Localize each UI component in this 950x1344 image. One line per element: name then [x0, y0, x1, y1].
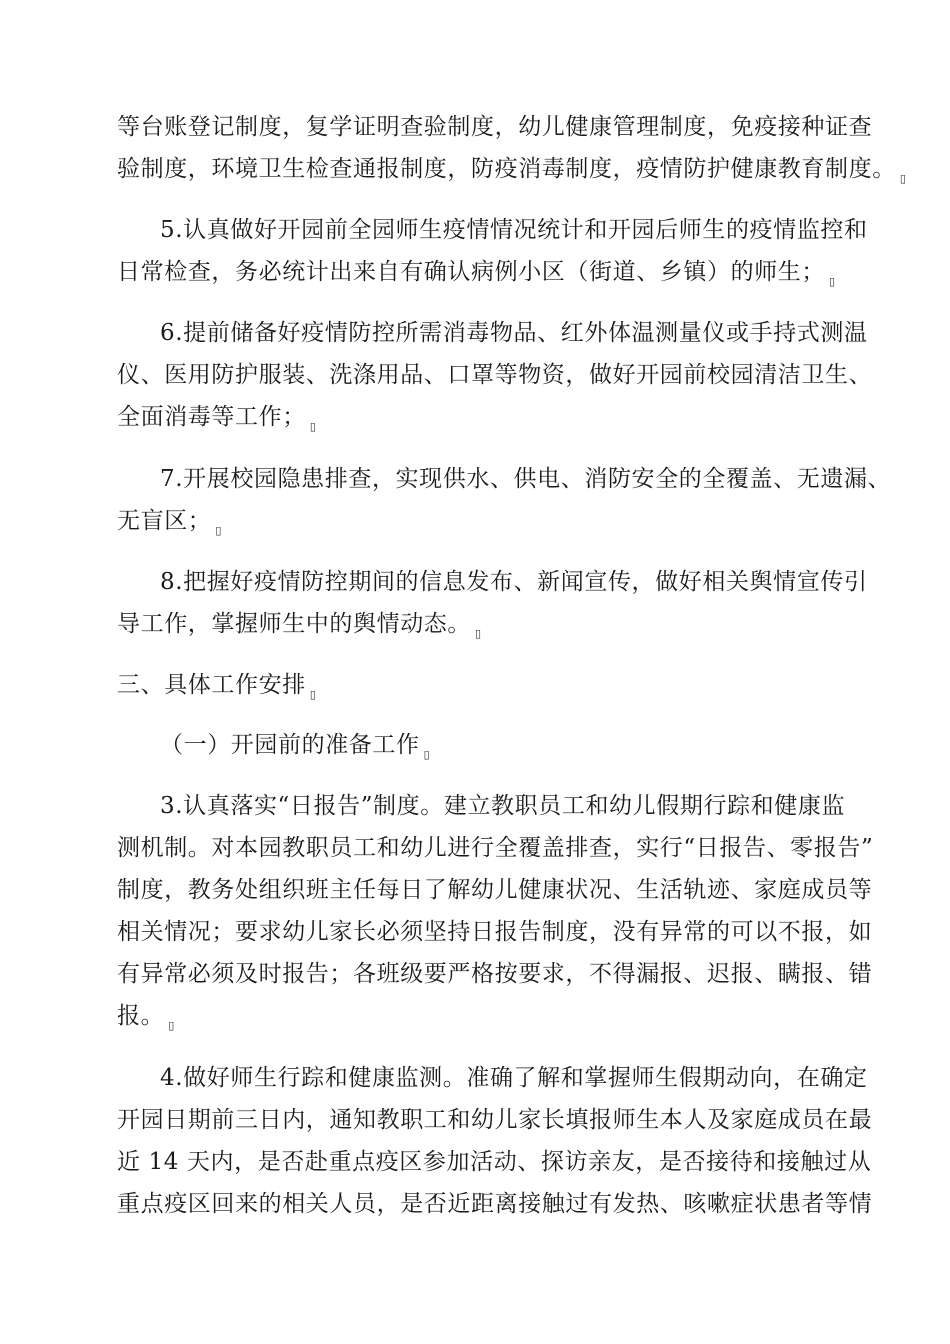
line-text: 4.做好师生行踪和健康监测。准确了解和掌握师生假期动向，在确定 [160, 1065, 868, 1091]
text-line [160, 219, 868, 242]
line-text: 重点疫区回来的相关人员，是否近距离接触过有发热、咳嗽症状患者等情 [117, 1191, 873, 1217]
text-line [117, 261, 836, 287]
text-line [117, 510, 222, 536]
line-text: 无盲区； [117, 508, 212, 534]
text-line [117, 406, 316, 432]
paragraph-mark-icon: ▯ [423, 748, 431, 761]
text-line [117, 116, 872, 139]
line-text: 仪、医用防护服装、洗涤用品、口罩等物资，做好开园前校园清洁卫生、 [117, 362, 873, 388]
text-line [160, 322, 868, 345]
line-text: 三、具体工作安排 [117, 672, 306, 698]
paragraph-mark-icon: ▯ [309, 688, 317, 701]
text-line [117, 921, 872, 944]
line-text: 有异常必须及时报告；各班级要严格按要求，不得漏报、迟报、瞒报、错 [117, 961, 873, 987]
text-line [117, 1151, 871, 1174]
line-text: 7.开展校园隐患排查，实现供水、供电、消防安全的全覆盖、无遗漏、 [160, 466, 892, 492]
paragraph-mark-icon: ▯ [899, 172, 907, 185]
text-line [160, 795, 845, 818]
text-line [117, 963, 872, 986]
text-line [117, 158, 906, 184]
line-text: 制度，教务处组织班主任每日了解幼儿健康状况、生活轨迹、家庭成员等 [117, 877, 873, 903]
line-text: （一）开园前的准备工作 [160, 732, 420, 758]
paragraph-mark-icon: ▯ [309, 420, 317, 433]
text-line [117, 879, 872, 902]
line-text: 相关情况；要求幼儿家长必须坚持日报告制度，没有异常的可以不报，如 [117, 919, 873, 945]
line-text: 近 14 天内，是否赴重点疫区参加活动、探访亲友，是否接待和接触过从 [117, 1149, 872, 1175]
text-line [117, 364, 872, 387]
text-line [117, 1109, 872, 1132]
subsection-heading [160, 734, 430, 760]
paragraph-mark-icon: ▯ [168, 1019, 175, 1032]
text-line [160, 571, 868, 594]
paragraph-mark-icon: ▯ [475, 627, 482, 640]
line-text: 6.提前储备好疫情防控所需消毒物品、红外体温测量仪或手持式测温 [160, 320, 868, 346]
text-line [117, 1005, 175, 1031]
text-line [117, 613, 482, 639]
line-text: 日常检查，务必统计出来自有确认病例小区（街道、乡镇）的师生； [117, 259, 825, 285]
line-text: 全面消毒等工作； [117, 404, 306, 430]
line-text: 导工作，掌握师生中的舆情动态。 [117, 611, 471, 637]
line-text: 8.把握好疫情防控期间的信息发布、新闻宣传，做好相关舆情宣传引 [160, 569, 868, 595]
text-line [117, 837, 873, 860]
line-text: 5.认真做好开园前全园师生疫情情况统计和开园后师生的疫情监控和 [160, 217, 868, 243]
line-text: 开园日期前三日内，通知教职工和幼儿家长填报师生本人及家庭成员在最 [117, 1107, 873, 1133]
line-text: 等台账登记制度，复学证明查验制度，幼儿健康管理制度，免疫接种证查 [117, 114, 873, 140]
text-line [160, 468, 891, 491]
line-text: 3.认真落实“日报告”制度。建立教职员工和幼儿假期行踪和健康监 [160, 793, 846, 819]
paragraph-mark-icon: ▯ [829, 275, 836, 288]
text-line [117, 1193, 872, 1216]
text-line [160, 1067, 868, 1090]
paragraph-mark-icon: ▯ [215, 524, 223, 537]
line-text: 报。 [117, 1003, 165, 1029]
line-text: 验制度，环境卫生检查通报制度，防疫消毒制度，疫情防护健康教育制度。 [117, 156, 896, 182]
line-text: 测机制。对本园教职员工和幼儿进行全覆盖排查，实行“日报告、零报告” [117, 835, 874, 861]
section-heading [117, 674, 316, 700]
